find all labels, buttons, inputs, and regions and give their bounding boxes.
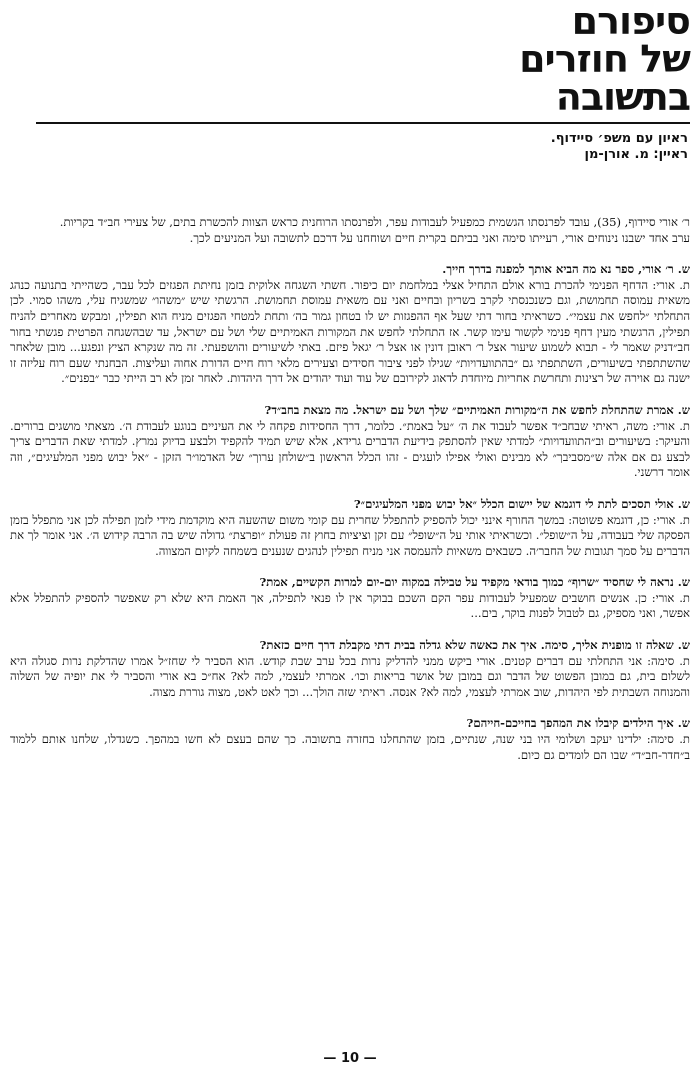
answer: ת. סימה: אני התחלתי עם דברים קטנים. אורי ביקש ממני להדליק נרות בכל ערב שבת קודש. הוא הסביר לי שחז״ל אמרו שהדלקת נרות סגולה היא לשלום בית, גם במובן הפשוט של הדבר וגם במובן של אושר בריאות וכו׳. אמרתי לעצמי, למה לא? אח״כ בא אורי והסביר לי את יופיה של השלוה והמנוחה השבתית לפי היהדות, שוב אמרתי לעצמי, למה לא? אנסה. ראיתי שזה הולך... וכך לאט לאט, מצוה גוררת מצוה. <box>10 653 690 699</box>
qa-block <box>10 497 690 559</box>
page-number: — 10 — <box>323 1051 377 1066</box>
title-line-2: של חוזרים <box>519 37 690 81</box>
intro-paragraph: ר׳ אורי סיידוף, (35), עובד לפרנסתו הגשמית כמפעיל לעבודות עפר, ולפרנסתו הרוחנית כראש הצוות להכשרת בתים, של צעירי חב״ד בקריות. <box>59 215 690 229</box>
interviewer-credit: ראיין: מ. אורן-מן <box>584 147 688 162</box>
article-body <box>10 215 690 779</box>
answer: ת. אורי: כן. אנשים חושבים שמפעיל לעבודות עפר הקם השכם בבוקר אין לו פנאי לתפילה, אך האמת היא שלא רק שאפשר להספיק להתפלל אלא אפשר, ואני מספיק, גם לטבול לפנות בוקר, בים... <box>10 590 690 621</box>
qa-block <box>10 575 690 622</box>
intro-paragraph: ערב אחד ישבנו נינוחים אורי, רעייתו סימה ואני בביתם בקרית חיים ושוחחנו על דרכם לתשובה ועל המניעים לכך. <box>189 230 690 245</box>
title-line-3: בתשובה <box>555 75 690 119</box>
answer: ת. אורי: הדחף הפנימי להכרת בורא אולם התחיל אצלי במלחמת יום כיפור. חשתי השגחה אלוקית בזמן נחיתת הפגזים לכל עבר, כשהייתי בתנועה כנהג משאית עמוסה תחמושת, וגם כשנכנסתי לקרב בשריון ובחיים ואני עם משאית עמוסת תחמושת. הרגשתי שיש ״משהו״ שמשגיח עלי, משהו סמוי. לכן התחלתי ״לחפש את עצמי״. כשראיתי בחור דתי שעל אף ההפגזות יש לו בטחון גמור בה׳ ותחת למטחי הפגזים מניח הוא תפילין, ומבקש מאחרים להניח תפילין, הרגשתי מעין דחף פנימי לקשור עימו קשר. אז התחלתי לחפש את המקורות האמיתיים שלי ושל עם ישראל, עד שבהשגחה הפרטית פגשתי בחור חב״דניק שאמר לי - תבוא לשמוע שיעור אצל ר׳ ראובן דונין או אצל ר׳ יגאל פיזם. באתי לשיעורים והושפעתי. זה מה שנקרא הציץ ונפגע... מובן שלאחר שהשתתפתי בשיעורים, השתתפתי גם ״בהתוועדויות״ שגילו לפני ציבור חסידים וצעירים מלאי רוח חיים הדורת אחוה ועליצות. הבחנתי שעם רוח עליזה זו ישנה גם אוירה של רצינות ותחרשת אחריות מיוחדת לדאוג לקירובם של עוד ועוד יהודים אל דרך היהדות. לאחר זמן לא רב הייתי כבר ״בפנים״. <box>10 277 690 386</box>
qa-block <box>10 638 690 700</box>
question: ש. אולי תסכים לתת לי דוגמא של יישום הכלל ״אל יבוש מפני המלעיגים״? <box>353 496 690 511</box>
question: ש. אמרת שהתחלת לחפש את ה״מקורות האמיתיים״ שלך ושל עם ישראל. מה מצאת בחב״ד? <box>264 402 690 417</box>
title-divider <box>36 122 690 124</box>
interview-credit: ראיון עם משפ׳ סיידוף. <box>550 131 688 146</box>
intro-section <box>10 215 690 246</box>
qa-block <box>10 262 690 387</box>
title-line-1: סיפורם <box>571 0 690 43</box>
article-credits <box>551 131 688 163</box>
question: ש. ר׳ אורי, ספר נא מה הביא אותך למפנה בדרך חייך. <box>442 262 690 277</box>
answer: ת. אורי: כן, דוגמא פשוטה: במשך החורף אינני יכול להספיק להתפלל שחרית עם קומי משום שהשעה היא מוקדמת מידי לזמן תפילה לכן אני מתפלל בזמן הפסקה שלי בעבודה, על ה״שופל״. וכשראיתי אותי על ה״שופל״ עם זקן וציציות בחוץ זה פעולת ״ופרצת״ גדולה שיש בה הרבה קידוש ה׳. אני אומר לך את הדברים על סמך תגובות של החבר׳ה. כשבאים משאיות להעמסה אני מניח תפילין לנהגים שנענים בשמחה לקיום המצווה. <box>10 512 690 558</box>
question: ש. איך הילדים קיבלו את המהפך בחייכם-חייהם? <box>466 716 690 731</box>
qa-block <box>10 716 690 763</box>
answer: ת. אורי: משה, ראיתי שבחב״ד אפשר לעבוד את ה׳ ״על באמת״. כלומר, דרך החסידות פקחה לי את העיניים בנוגע לעבודת ה׳. מצאתי מושגים ברורים. והעיקר: בשיעורים וב״התוועדויות״ למדתי שאין להסתפק בידיעת הדברים גרידא, אלא שיש תמיד להקפיד ולבצע בדיוק נמרץ. למדתי שאת הדברים צריך לבצע גם אם אלה ש״מסביבך״ לא מבינים ואולי אפילו לועגים - זהו הכלל הראשון ב״שולחן ערוך״ של האדמו״ר הזקן - ״אל יבוש מפני המלעיגים״, וזה אומר דרשני. <box>10 418 690 480</box>
article-title <box>460 0 690 119</box>
qa-block <box>10 403 690 481</box>
answer: ת. סימה: ילדינו יעקב ושלומי היו בני שנה, שנתיים, בזמן שהתחלנו בחזרה בתשובה. כך שהם בעצם לא חשו במהפך. כשגדלו, שלחנו אותם ללמוד ב״חדר-חב״ד״ שבו הם לומדים גם כיום. <box>10 732 690 762</box>
question: ש. נראה לי שחסיד ״שרוף״ כמוך בודאי מקפיד על טבילה במקוה יום-יום למרות הקשיים, אמת? <box>259 575 690 590</box>
question: ש. שאלה זו מופנית אליך, סימה. איך את כאשה שלא גדלה בבית דתי מקבלת דרך חיים כזאת? <box>259 638 690 653</box>
